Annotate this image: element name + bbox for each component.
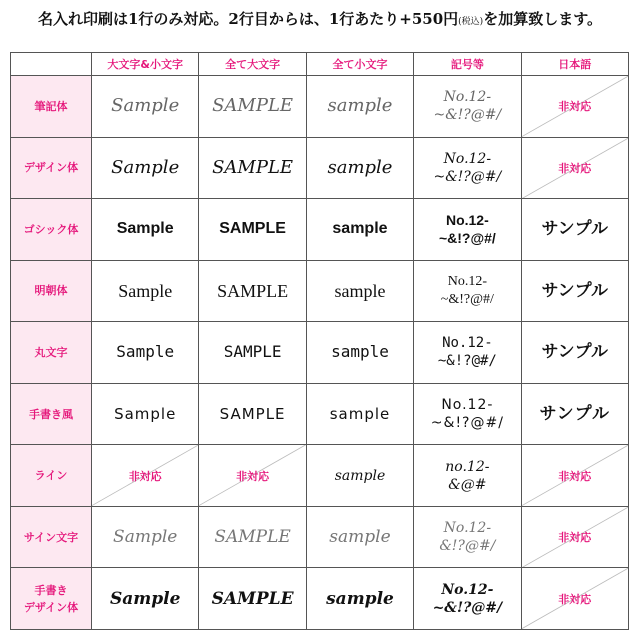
cell-sample-symbols: No.12- ~&!?@#/: [414, 199, 521, 261]
table-row: [11, 199, 629, 261]
table-row: [11, 383, 629, 445]
table-body: [11, 76, 629, 630]
row-label: サイン文字: [11, 506, 92, 568]
cell-sample-symbols: No.12- ~&!?@#/: [414, 137, 521, 199]
table-row: [11, 506, 629, 568]
title-main: 名入れ印刷は1行のみ対応。2行目からは、1行あたり+550円: [37, 10, 459, 28]
cell-sample-symbols: No.12- ~&!?@#/: [414, 568, 521, 630]
header-col-symbols: 記号等: [414, 53, 521, 76]
cell-sample-mixed-case: Sample: [92, 568, 199, 630]
header-col-japanese: 日本語: [521, 53, 628, 76]
not-supported-label: 非対応: [128, 469, 162, 483]
cell-sample-symbols: No.12- ~&!?@#/: [414, 76, 521, 138]
table-row: [11, 568, 629, 630]
table-row: [11, 445, 629, 507]
row-label: 明朝体: [11, 260, 92, 322]
header-col-lowercase: 全て小文字: [306, 53, 413, 76]
row-label: 筆記体: [11, 76, 92, 138]
cell-sample-uppercase: SAMPLE: [199, 506, 306, 568]
cell-sample-symbols: No.12- ~&!?@#/: [414, 322, 521, 384]
cell-not-supported: [521, 137, 628, 199]
title-tail: を加算致します。: [483, 10, 603, 28]
cell-sample-mixed-case: Sample: [92, 199, 199, 261]
not-supported-label: 非対応: [558, 100, 592, 114]
cell-sample-symbols: No.12- ~&!?@#/: [414, 260, 521, 322]
cell-sample-mixed-case: Sample: [92, 260, 199, 322]
cell-sample-lowercase: sample: [306, 137, 413, 199]
table-row: [11, 137, 629, 199]
cell-sample-lowercase: sample: [306, 506, 413, 568]
font-sample-table: [10, 52, 629, 630]
cell-sample-mixed-case: Sample: [92, 383, 199, 445]
table-row: [11, 322, 629, 384]
table-row: [11, 76, 629, 138]
cell-not-supported: [521, 445, 628, 507]
cell-sample-mixed-case: Sample: [92, 137, 199, 199]
cell-sample-mixed-case: Sample: [92, 76, 199, 138]
cell-not-supported: [199, 445, 306, 507]
header-col-uppercase: 全て大文字: [199, 53, 306, 76]
row-label: デザイン体: [11, 137, 92, 199]
cell-not-supported: [521, 568, 628, 630]
page-title: [0, 8, 640, 29]
cell-sample-uppercase: SAMPLE: [199, 260, 306, 322]
header-corner: [11, 53, 92, 76]
cell-not-supported: [92, 445, 199, 507]
cell-sample-symbols: No.12- &!?@#/: [414, 506, 521, 568]
cell-sample-uppercase: SAMPLE: [199, 76, 306, 138]
cell-sample-uppercase: SAMPLE: [199, 568, 306, 630]
row-label: 手書き デザイン体: [11, 568, 92, 630]
cell-sample-japanese: サンプル: [521, 383, 628, 445]
cell-sample-lowercase: sample: [306, 445, 413, 507]
not-supported-label: 非対応: [236, 469, 270, 483]
cell-sample-japanese: サンプル: [521, 322, 628, 384]
cell-sample-lowercase: sample: [306, 199, 413, 261]
cell-sample-lowercase: sample: [306, 260, 413, 322]
cell-sample-lowercase: sample: [306, 76, 413, 138]
cell-sample-uppercase: SAMPLE: [199, 137, 306, 199]
cell-sample-mixed-case: Sample: [92, 506, 199, 568]
cell-sample-lowercase: sample: [306, 568, 413, 630]
cell-not-supported: [521, 76, 628, 138]
cell-sample-lowercase: sample: [306, 383, 413, 445]
cell-sample-japanese: サンプル: [521, 260, 628, 322]
cell-sample-lowercase: sample: [306, 322, 413, 384]
not-supported-label: 非対応: [558, 469, 592, 483]
cell-sample-japanese: サンプル: [521, 199, 628, 261]
header-col-mixed-case: 大文字&小文字: [92, 53, 199, 76]
row-label: ライン: [11, 445, 92, 507]
title-tax-note: (税込): [458, 17, 484, 27]
cell-sample-symbols: no.12- &@#: [414, 445, 521, 507]
cell-not-supported: [521, 506, 628, 568]
cell-sample-uppercase: SAMPLE: [199, 383, 306, 445]
row-label: 丸文字: [11, 322, 92, 384]
cell-sample-symbols: No.12- ~&!?@#/: [414, 383, 521, 445]
header-row: [11, 53, 629, 76]
not-supported-label: 非対応: [558, 161, 592, 175]
not-supported-label: 非対応: [558, 592, 592, 606]
row-label: 手書き風: [11, 383, 92, 445]
cell-sample-mixed-case: Sample: [92, 322, 199, 384]
not-supported-label: 非対応: [558, 531, 592, 545]
cell-sample-uppercase: SAMPLE: [199, 199, 306, 261]
cell-sample-uppercase: SAMPLE: [199, 322, 306, 384]
row-label: ゴシック体: [11, 199, 92, 261]
table-row: [11, 260, 629, 322]
